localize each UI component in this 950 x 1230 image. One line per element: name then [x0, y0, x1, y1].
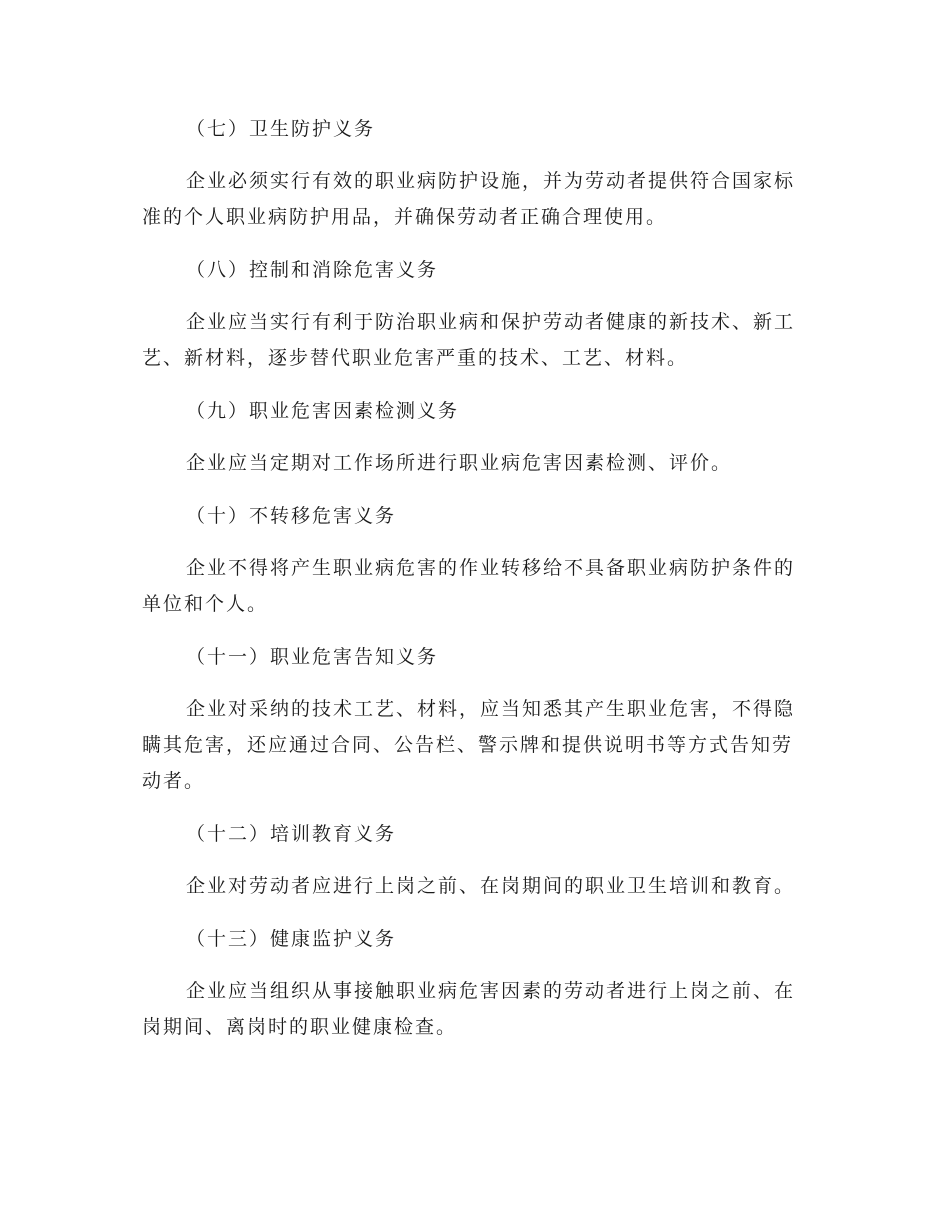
section-heading-11: （十一）职业危害告知义务: [186, 646, 439, 668]
section-body-9: 企业应当定期对工作场所进行职业病危害因素检测、评价。: [186, 452, 733, 474]
section-heading-8: （八）控制和消除危害义务: [186, 259, 439, 281]
section-heading-10: （十）不转移危害义务: [186, 505, 397, 527]
section-body-11: 企业对采纳的技术工艺、材料，应当知悉其产生职业危害，不得隐瞒其危害，还应通过合同、公告栏、警示牌和提供说明书等方式告知劳动者。: [142, 698, 796, 792]
section-body-10: 企业不得将产生职业病危害的作业转移给不具备职业病防护条件的单位和个人。: [142, 557, 796, 615]
section-heading-13: （十三）健康监护义务: [186, 928, 397, 950]
section-heading-7: （七）卫生防护义务: [186, 118, 376, 140]
section-body-8: 企业应当实行有利于防治职业病和保护劳动者健康的新技术、新工艺、新材料，逐步替代职业危害严重的技术、工艺、材料。: [142, 311, 796, 369]
section-heading-12: （十二）培训教育义务: [186, 823, 397, 845]
section-heading-9: （九）职业危害因素检测义务: [186, 400, 460, 422]
document-body: [142, 111, 802, 1045]
section-body-7: 企业必须实行有效的职业病防护设施，并为劳动者提供符合国家标准的个人职业病防护用品，并确保劳动者正确合理使用。: [142, 170, 796, 228]
section-body-13: 企业应当组织从事接触职业病危害因素的劳动者进行上岗之前、在岗期间、离岗时的职业健康检查。: [142, 980, 796, 1038]
section-body-12: 企业对劳动者应进行上岗之前、在岗期间的职业卫生培训和教育。: [186, 875, 796, 897]
